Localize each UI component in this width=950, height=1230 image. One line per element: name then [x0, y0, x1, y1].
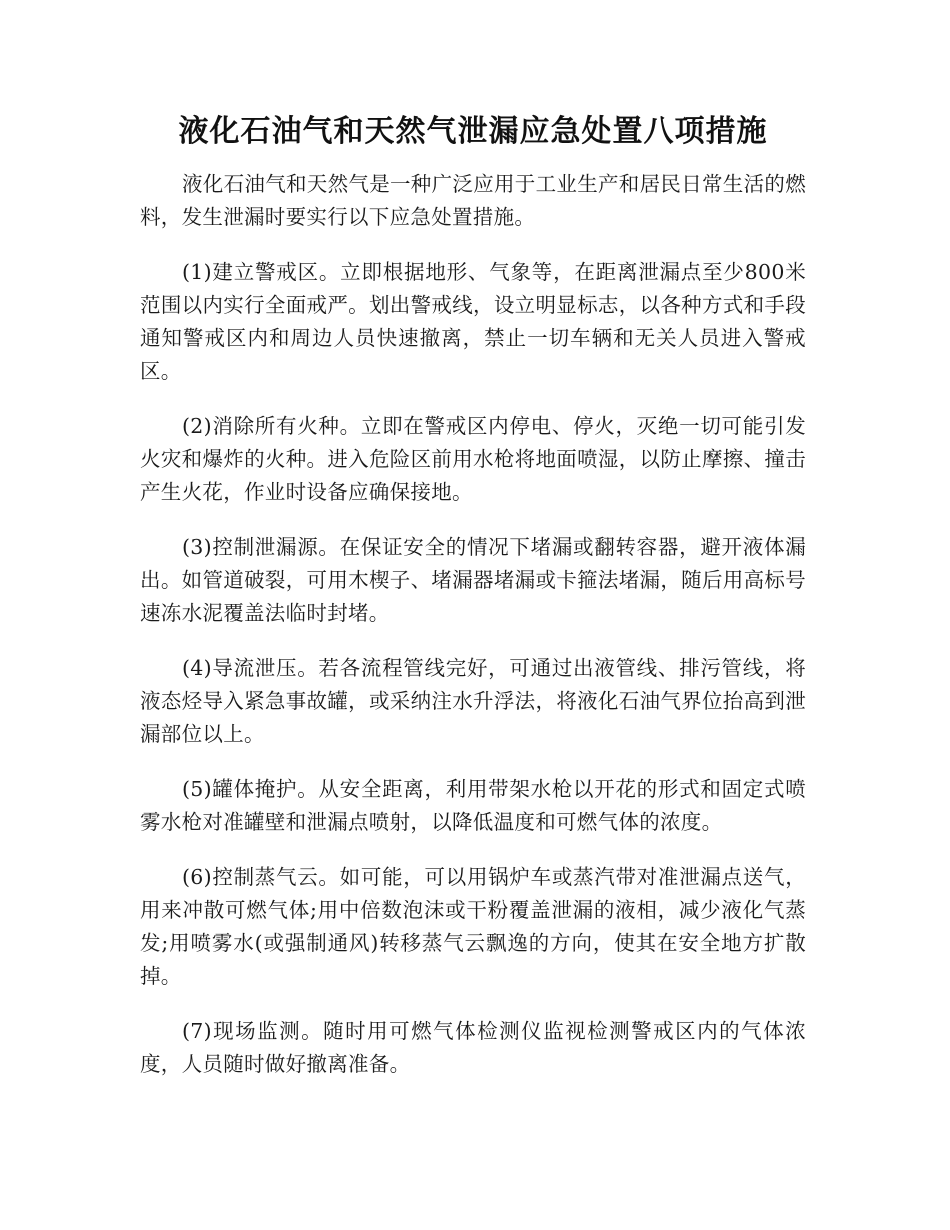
measure-1-paragraph: (1)建立警戒区。立即根据地形、气象等，在距离泄漏点至少800米范围以内实行全面戒严。划出警戒线，设立明显标志，以各种方式和手段通知警戒区内和周边人员快速撤离，禁止一切车辆和无关人员进入警戒区。	[140, 260, 806, 383]
document-page	[140, 110, 806, 1081]
intro-paragraph: 液化石油气和天然气是一种广泛应用于工业生产和居民日常生活的燃料，发生泄漏时要实行以下应急处置措施。	[140, 172, 806, 229]
measure-4-paragraph: (4)导流泄压。若各流程管线完好，可通过出液管线、排污管线，将液态烃导入紧急事故罐，或采纳注水升浮法，将液化石油气界位抬高到泄漏部位以上。	[140, 656, 806, 746]
measure-2-paragraph: (2)消除所有火种。立即在警戒区内停电、停火，灭绝一切可能引发火灾和爆炸的火种。进入危险区前用水枪将地面喷湿，以防止摩擦、撞击产生火花，作业时设备应确保接地。	[140, 414, 806, 504]
measure-5-paragraph: (5)罐体掩护。从安全距离，利用带架水枪以开花的形式和固定式喷雾水枪对准罐壁和泄漏点喷射，以降低温度和可燃气体的浓度。	[140, 777, 806, 834]
measure-6-paragraph: (6)控制蒸气云。如可能，可以用锅炉车或蒸汽带对准泄漏点送气，用来冲散可燃气体;用中倍数泡沫或干粉覆盖泄漏的液相，减少液化气蒸发;用喷雾水(或强制通风)转移蒸气云飘逸的方向，使其在安全地方扩散掉。	[140, 865, 806, 988]
measure-3-paragraph: (3)控制泄漏源。在保证安全的情况下堵漏或翻转容器，避开液体漏出。如管道破裂，可用木楔子、堵漏器堵漏或卡箍法堵漏，随后用高标号速冻水泥覆盖法临时封堵。	[140, 535, 806, 625]
document-title: 液化石油气和天然气泄漏应急处置八项措施	[178, 114, 768, 149]
measure-7-paragraph: (7)现场监测。随时用可燃气体检测仪监视检测警戒区内的气体浓度，人员随时做好撤离准备。	[140, 1019, 806, 1076]
